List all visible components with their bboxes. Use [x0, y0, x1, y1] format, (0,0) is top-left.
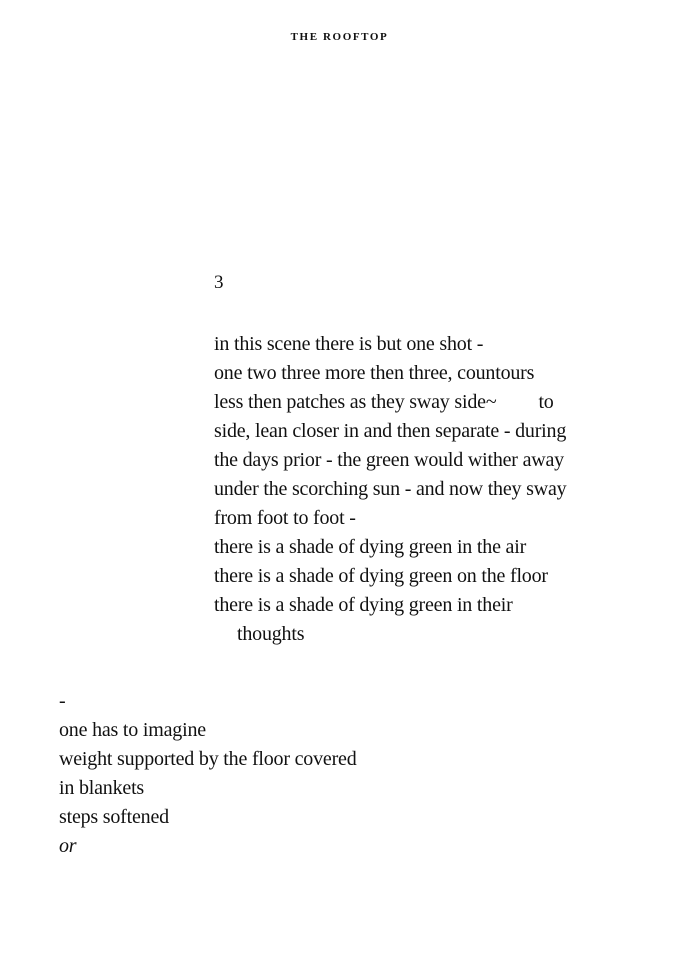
section-number: 3 — [214, 272, 224, 293]
poem-coda — [59, 687, 519, 861]
poem-line: there is a shade of dying green on the floor — [214, 565, 548, 587]
poem-line-continuation: thoughts — [237, 623, 305, 645]
poem-line: one two three more then three, countours — [214, 362, 535, 384]
poem-line-italic: or — [59, 835, 77, 857]
poem-line — [214, 388, 674, 417]
poem-line: side, lean closer in and then separate - during — [214, 420, 567, 442]
running-header: THE ROOFTOP — [290, 31, 389, 43]
poem-line: there is a shade of dying green in the air — [214, 536, 527, 558]
poem-line: in this scene there is but one shot - — [214, 333, 484, 355]
poem-line: one has to imagine — [59, 719, 206, 741]
poem-line: the days prior - the green would wither away — [214, 449, 564, 471]
poem-line-fragment: to — [538, 391, 554, 413]
poem-line: weight supported by the floor covered — [59, 748, 357, 770]
poem-line-fragment: less then patches as they sway side~ — [214, 391, 497, 413]
poem-line: in blankets — [59, 777, 145, 799]
poem-line: from foot to foot - — [214, 507, 356, 529]
poem-line: - — [59, 690, 66, 712]
poem-stanza — [214, 330, 674, 649]
poem-line: steps softened — [59, 806, 169, 828]
poem-line: there is a shade of dying green in their — [214, 594, 513, 616]
poem-line: under the scorching sun - and now they sway — [214, 478, 567, 500]
